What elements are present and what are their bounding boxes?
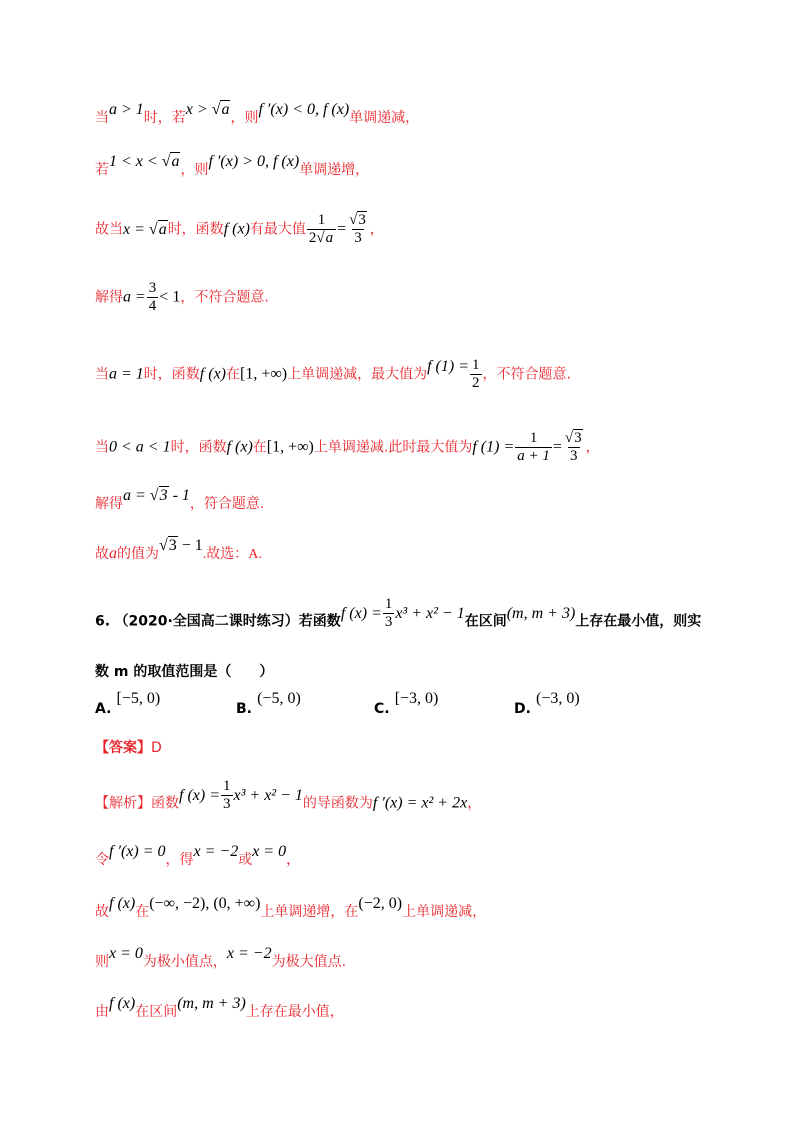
math: a > 1 [109, 101, 144, 118]
math: a = √3 - 1 [123, 487, 190, 504]
solution-line-5 [95, 357, 571, 392]
text: 的值为 [117, 546, 159, 562]
option-letter: D. [514, 701, 531, 717]
math: x = −2 [193, 843, 239, 860]
text: ， [585, 439, 600, 456]
text: 解得 [95, 289, 123, 306]
text: ，得 [165, 852, 194, 868]
math: f ′(x) < 0, f (x) [258, 101, 350, 118]
option-a[interactable] [95, 688, 161, 717]
fraction: $\frac{1}{2}$ [472, 357, 480, 391]
text: 上单调递减.此时最大值为 [313, 439, 473, 456]
math: 1 < x < √a [109, 153, 180, 170]
math: f (1) = [427, 357, 469, 375]
text: ， [467, 795, 482, 812]
math: f (x) [199, 365, 226, 383]
math: f (x) [109, 895, 136, 912]
text: 时，函数 [167, 221, 224, 238]
question-6-line-1 [95, 596, 702, 639]
math: f ′(x) > 0, f (x) [208, 153, 300, 170]
answer-label: 【答案】 [95, 740, 151, 756]
text: ，则 [180, 162, 209, 178]
math: f ′(x) = x² + 2x [372, 794, 468, 812]
analysis-line-5 [95, 995, 344, 1022]
question-text: （2020·全国高二课时练习）若函数 [114, 613, 341, 630]
text: ， [369, 221, 384, 238]
text: 或 [238, 852, 253, 868]
solution-line-6: 当0 < a < 1时，函数f (x)在[1, +∞)上单调递减.此时最大值为f (1) = $\frac{1}{a + 1}$ = $\frac{√3}{3}$ ， [95, 430, 600, 464]
math: f (x) = [340, 604, 382, 622]
analysis-line-3 [95, 895, 487, 922]
option-value: [−5, 0) [116, 690, 161, 707]
solution-line-3: 故当x = √a时，函数f (x)有最大值 $\frac{1}{2√a}$ = $\frac{√3}{3}$ ， [95, 212, 384, 246]
text: 在区间 [135, 1004, 178, 1020]
text: 当 [95, 439, 109, 456]
fraction: $\frac{√3}{3}$ [564, 430, 582, 464]
math: [1, +∞) [266, 438, 314, 456]
analysis-line-2 [95, 843, 301, 870]
fraction: $\frac{1}{3}$ [384, 596, 393, 630]
analysis-label: 【解析】 [95, 795, 151, 812]
text: 上单调递减，最大值为 [287, 366, 428, 383]
solution-line-7 [95, 487, 265, 514]
math: (−2, 0) [358, 895, 403, 912]
analysis-line-4 [95, 945, 347, 972]
math: x > √a [185, 101, 230, 118]
solution-line-8 [95, 537, 262, 565]
math: f (x) [226, 438, 253, 456]
text: ，符合题意. [189, 496, 265, 512]
text: 为极大值点. [271, 954, 347, 970]
text: 当 [95, 110, 109, 126]
math: a = 1 [109, 365, 144, 383]
text: 上存在最小值， [245, 1004, 344, 1020]
math: f (1) = [472, 438, 515, 456]
math: (m, m + 3) [177, 995, 246, 1012]
text: 在 [135, 904, 150, 920]
option-letter: A. [95, 701, 112, 717]
text: 为极小值点， [142, 954, 227, 970]
question-text: 上存在最小值，则实 [575, 613, 702, 630]
fraction: $\frac{3}{4}$ [148, 280, 157, 314]
text: 令 [95, 852, 109, 868]
analysis-line-1 [95, 778, 482, 821]
text: 若 [95, 162, 109, 178]
text: ，不符合题意. [180, 289, 269, 306]
option-letter: B. [236, 701, 252, 717]
text: 时，函数 [170, 439, 227, 456]
math: f ′(x) = 0 [109, 843, 166, 860]
math: (m, m + 3) [506, 604, 576, 622]
text: 的导函数为 [302, 795, 373, 812]
math: x = 0 [109, 945, 143, 962]
text: 时，若 [143, 110, 186, 126]
math: (−∞, −2), (0, +∞) [149, 895, 261, 912]
text: 上单调递减， [402, 904, 487, 920]
answer-value: D [151, 740, 162, 756]
math: x = −2 [226, 945, 272, 962]
math: x³ + x² − 1 [395, 604, 465, 622]
math: f (x) [109, 995, 136, 1012]
text: 由 [95, 1004, 109, 1020]
question-number: 6. [95, 613, 111, 630]
option-b[interactable] [236, 688, 301, 717]
solution-line-1 [95, 101, 420, 128]
math: x³ + x² − 1 [233, 786, 303, 804]
text: 时，函数 [143, 366, 200, 383]
math: 0 < a < 1 [109, 438, 171, 456]
option-letter: C. [374, 701, 390, 717]
text: ， [286, 852, 301, 868]
math: f (x) = [179, 786, 220, 804]
text: 则 [95, 954, 109, 970]
text: 当 [95, 366, 109, 383]
text: 有最大值 [249, 221, 306, 238]
solution-line-4: 解得a = $\frac{3}{4}$ < 1，不符合题意. [95, 280, 269, 314]
text: ，则 [230, 110, 259, 126]
text: 上单调递增，在 [260, 904, 359, 920]
option-value: (−5, 0) [257, 690, 301, 707]
text: 故 [95, 546, 109, 562]
math: x = √a [123, 220, 167, 238]
fraction: $\frac{1}{3}$ [223, 778, 231, 812]
fraction: $\frac{1}{a + 1}$ [517, 430, 550, 464]
fraction: $\frac{√3}{3}$ [349, 212, 366, 246]
text: 在 [252, 439, 267, 456]
math: a [109, 545, 117, 562]
text: 故当 [95, 221, 123, 238]
text: 在 [226, 366, 240, 383]
question-text: 数 m 的取值范围是（ ） [95, 664, 274, 680]
text: 单调递减， [349, 110, 420, 126]
question-6-line-2 [95, 662, 273, 682]
question-text: 在区间 [464, 613, 507, 630]
fraction: $\frac{1}{2√a}$ [307, 212, 336, 247]
text: 故 [95, 904, 109, 920]
math: f (x) [223, 220, 250, 238]
option-c[interactable] [374, 688, 439, 717]
text: 解得 [95, 496, 123, 512]
math: [1, +∞) [240, 365, 288, 383]
solution-line-2 [95, 153, 370, 180]
math: x = 0 [252, 843, 287, 860]
text: .故选：A. [202, 547, 262, 562]
math: a = [123, 288, 146, 306]
text: 单调递增， [299, 162, 370, 178]
math: √3 − 1 [159, 537, 203, 554]
text: ，不符合题意. [482, 366, 571, 383]
text: 函数 [151, 795, 179, 812]
option-value: (−3, 0) [536, 690, 580, 707]
option-value: [−3, 0) [394, 690, 439, 707]
option-d[interactable] [514, 688, 580, 717]
answer-line [95, 738, 162, 758]
